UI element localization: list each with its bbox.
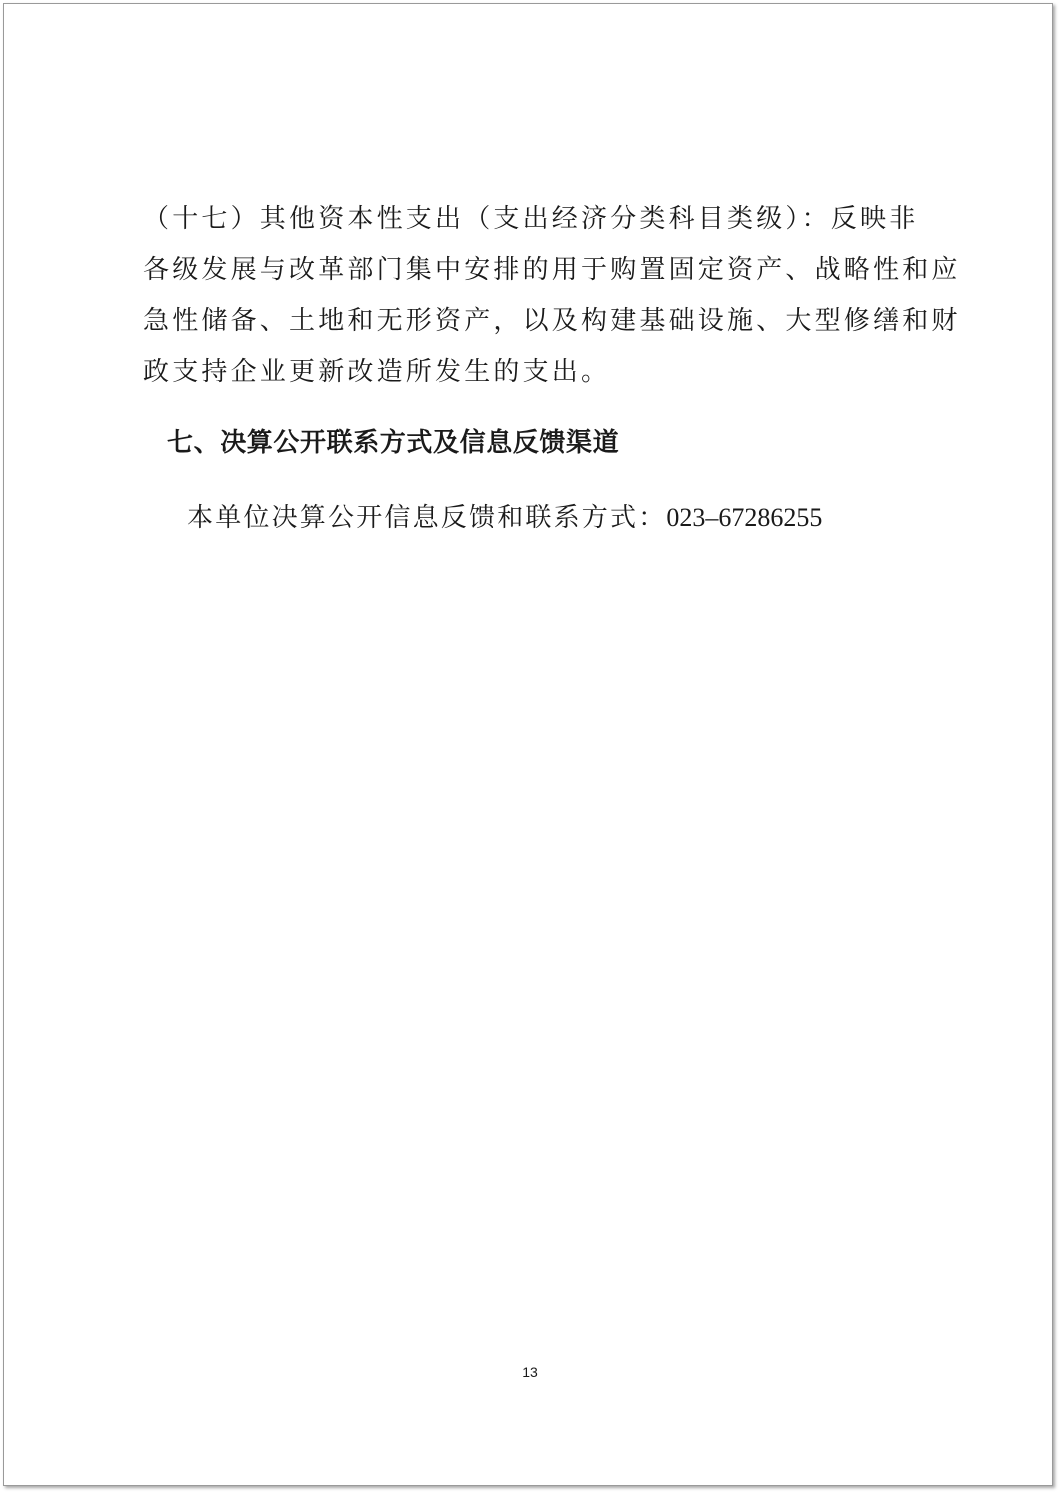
contact-label: 本单位决算公开信息反馈和联系方式： (187, 503, 667, 533)
contact-phone: 023–67286255 (666, 503, 823, 532)
paragraph-line: 急性储备、土地和无形资产，以及构建基础设施、大型修缮和财 (143, 306, 961, 336)
paragraph-line: 政支持企业更新改造所发生的支出。 (143, 357, 611, 387)
page-number: 13 (522, 1364, 538, 1380)
section-heading: 七、决算公开联系方式及信息反馈渠道 (167, 428, 620, 458)
paragraph-other-capital-expenditure (143, 194, 961, 398)
paragraph-line: （十七）其他资本性支出（支出经济分类科目类级）：反映非 (143, 204, 919, 234)
paragraph-line: 各级发展与改革部门集中安排的用于购置固定资产、战略性和应 (143, 255, 961, 285)
contact-info (187, 494, 822, 542)
